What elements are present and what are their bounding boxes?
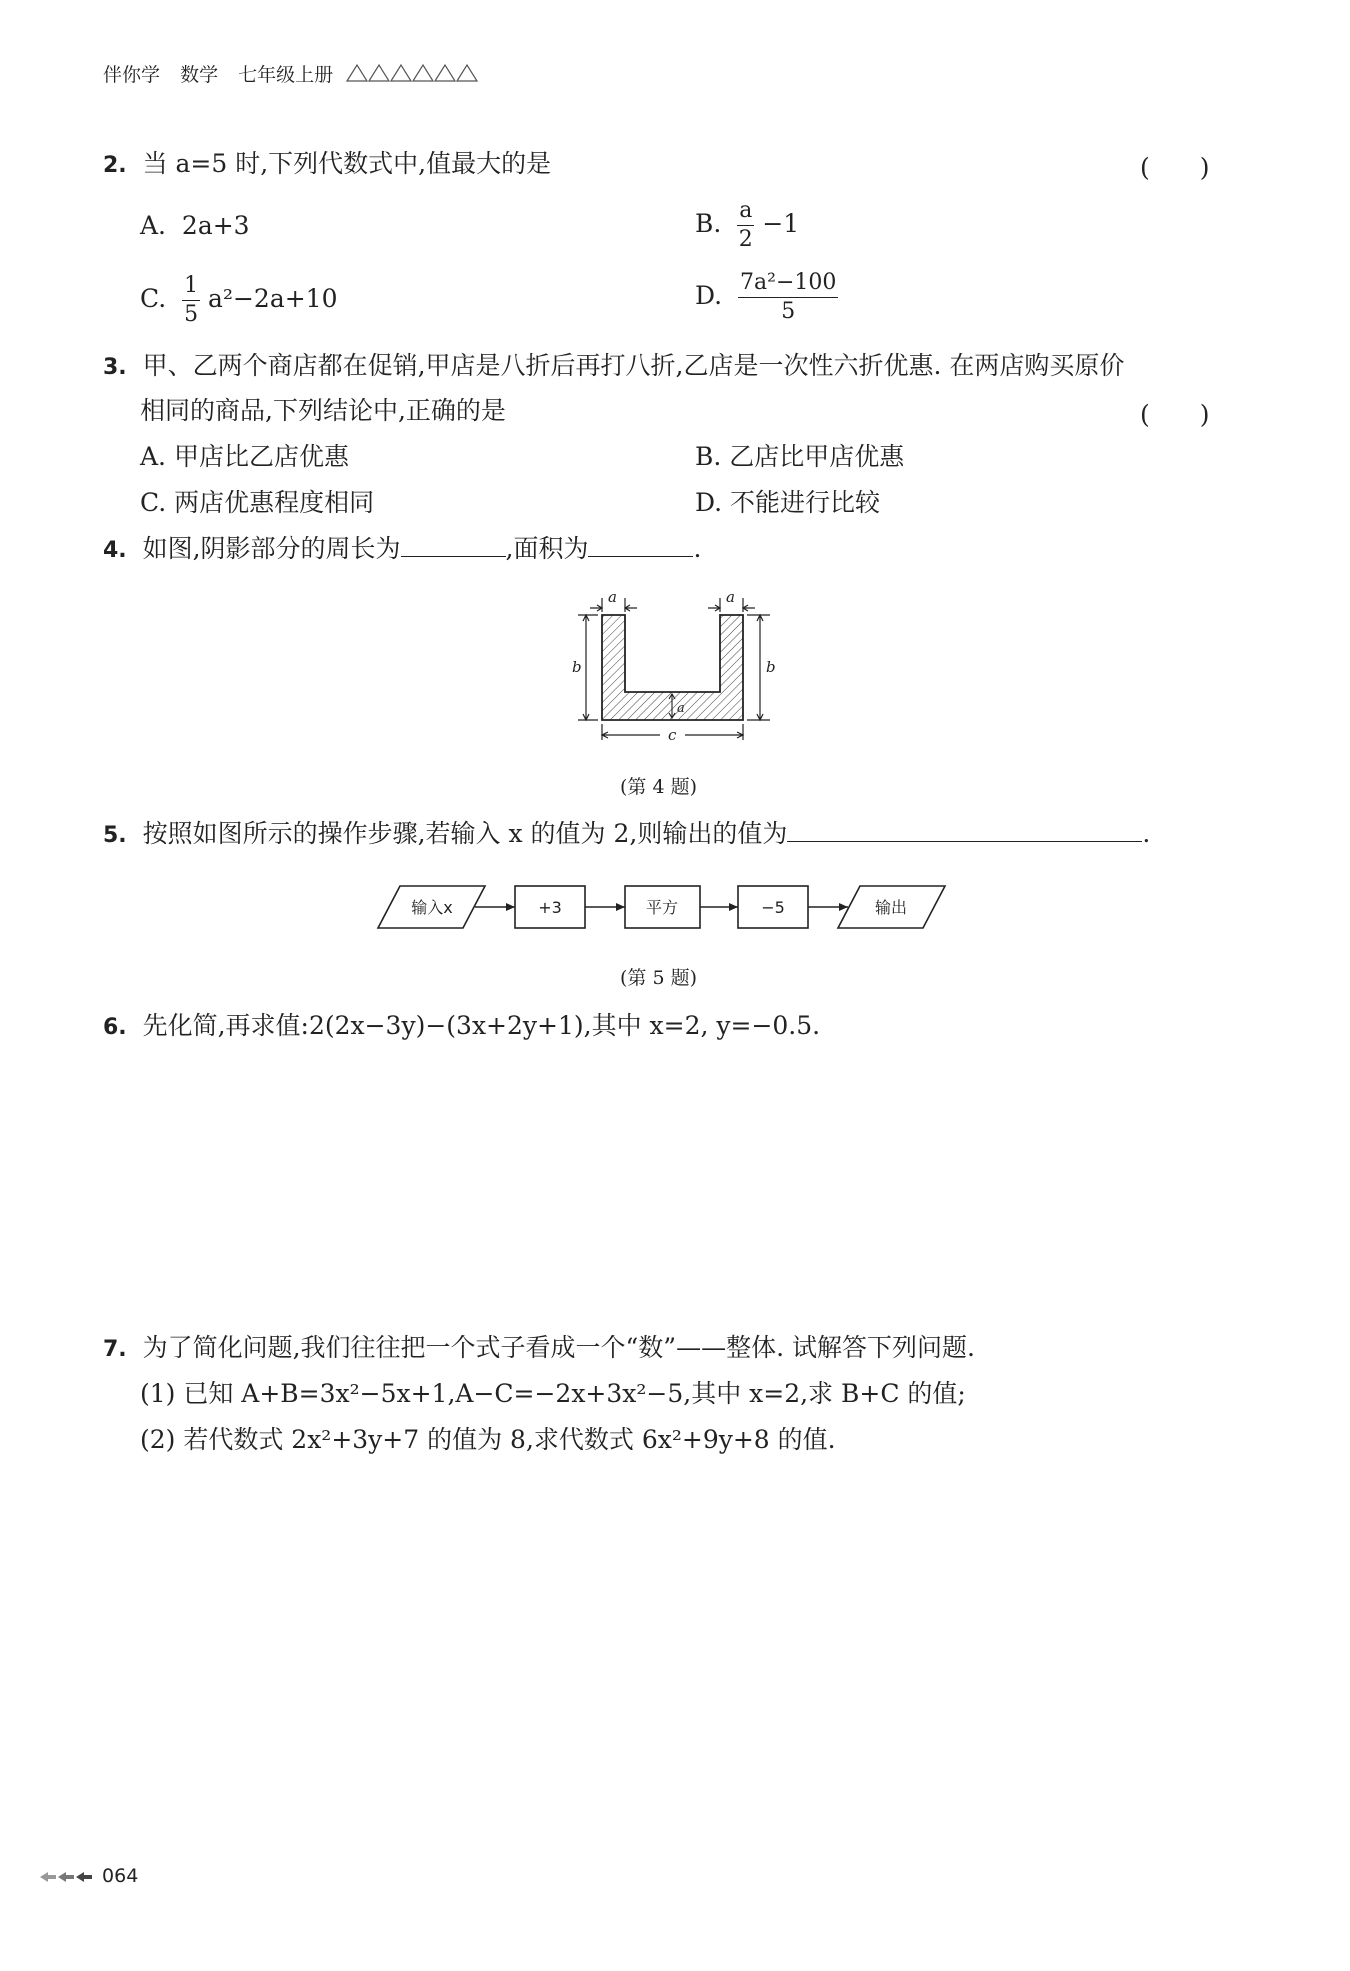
question-6-stem: 6. 先化简,再求值:2(2x−3y)−(3x+2y+1),其中 x=2, y=−0.5.: [103, 1011, 821, 1040]
answer-parentheses-q3[interactable]: ( ): [1140, 400, 1210, 429]
output-answer-blank[interactable]: [787, 840, 1142, 842]
label-top-left-a: a: [608, 590, 617, 606]
perimeter-answer-blank[interactable]: [401, 555, 506, 557]
flowchart: [375, 880, 950, 935]
q3-option-b[interactable]: B. 乙店比甲店优惠: [695, 442, 905, 471]
page-footer: [38, 1865, 138, 1887]
flow-output-label: 输出: [874, 898, 908, 917]
q2-option-a[interactable]: A. 2a+3: [140, 211, 250, 240]
label-right-b: b: [766, 658, 776, 676]
figure-5-caption: (第 5 题): [620, 967, 697, 989]
label-top-right-a: a: [726, 590, 735, 606]
q3-option-a[interactable]: A. 甲店比乙店优惠: [140, 442, 349, 471]
q7-answer-area[interactable]: [103, 1480, 1233, 1840]
grade-label: 七年级上册: [238, 64, 334, 86]
q3-option-c[interactable]: C. 两店优惠程度相同: [140, 488, 375, 517]
q6-answer-area[interactable]: [103, 1060, 1233, 1320]
question-7-part1: (1) 已知 A+B=3x²−5x+1,A−C=−2x+3x²−5,其中 x=2,求 B+C 的值;: [140, 1379, 966, 1408]
q2-option-d[interactable]: D. $\frac{\text{7a²−100}}{5}$: [695, 270, 837, 324]
question-2-stem: 2. 当 a=5 时,下列代数式中,值最大的是: [103, 149, 552, 178]
fraction-7a2-100-over-5: $\frac{\text{7a²−100}}{5}$: [740, 270, 837, 324]
question-2-text: 当 a=5 时,下列代数式中,值最大的是: [142, 149, 552, 178]
book-title: 伴你学: [103, 64, 161, 86]
flow-square-label: 平方: [645, 898, 679, 917]
question-3-line1: 甲、乙两个商店都在促销,甲店是八折后再打八折,乙店是一次性六折优惠. 在两店购买原价: [142, 351, 1125, 380]
question-7-stem: 7. 为了简化问题,我们往往把一个式子看成一个“数”——整体. 试解答下列问题.: [103, 1333, 975, 1362]
flow-minus5-label: −5: [761, 898, 785, 917]
q3-option-d[interactable]: D. 不能进行比较: [695, 488, 881, 517]
flow-plus3-label: +3: [538, 898, 562, 917]
question-4-stem: 4. 如图,阴影部分的周长为 ,面积为 .: [103, 534, 702, 563]
subject-label: 数学: [180, 64, 219, 86]
question-7-part2: (2) 若代数式 2x²+3y+7 的值为 8,求代数式 6x²+9y+8 的值.: [140, 1425, 836, 1454]
flow-input-label: 输入x: [411, 898, 453, 917]
running-header: [103, 60, 485, 87]
fraction-a-over-2: $\frac{a}{2}$: [738, 198, 753, 252]
question-3-stem: 3. 甲、乙两个商店都在促销,甲店是八折后再打八折,乙店是一次性六折优惠. 在两店购买原价: [103, 351, 1125, 380]
question-3-line2: 相同的商品,下列结论中,正确的是: [140, 396, 506, 425]
triangle-marks-icon: [345, 63, 485, 83]
back-arrows-icon: [38, 1870, 96, 1884]
label-inner-a: a: [677, 701, 685, 716]
q2-option-b[interactable]: B. $\frac{a}{2}$ −1: [695, 198, 800, 252]
figure-4-caption: (第 4 题): [620, 776, 697, 798]
u-shape-figure: [570, 590, 780, 750]
fraction-1-over-5: $\frac{1}{5}$: [184, 273, 199, 327]
label-bottom-c: c: [668, 726, 677, 744]
page-number: 064: [102, 1865, 139, 1887]
question-5-stem: 5. 按照如图所示的操作步骤,若输入 x 的值为 2,则输出的值为 .: [103, 819, 1151, 848]
q2-option-c[interactable]: C. $\frac{1}{5}$ a²−2a+10: [140, 273, 338, 327]
label-left-b: b: [572, 658, 582, 676]
answer-parentheses-q2[interactable]: ( ): [1140, 153, 1210, 182]
area-answer-blank[interactable]: [588, 555, 693, 557]
